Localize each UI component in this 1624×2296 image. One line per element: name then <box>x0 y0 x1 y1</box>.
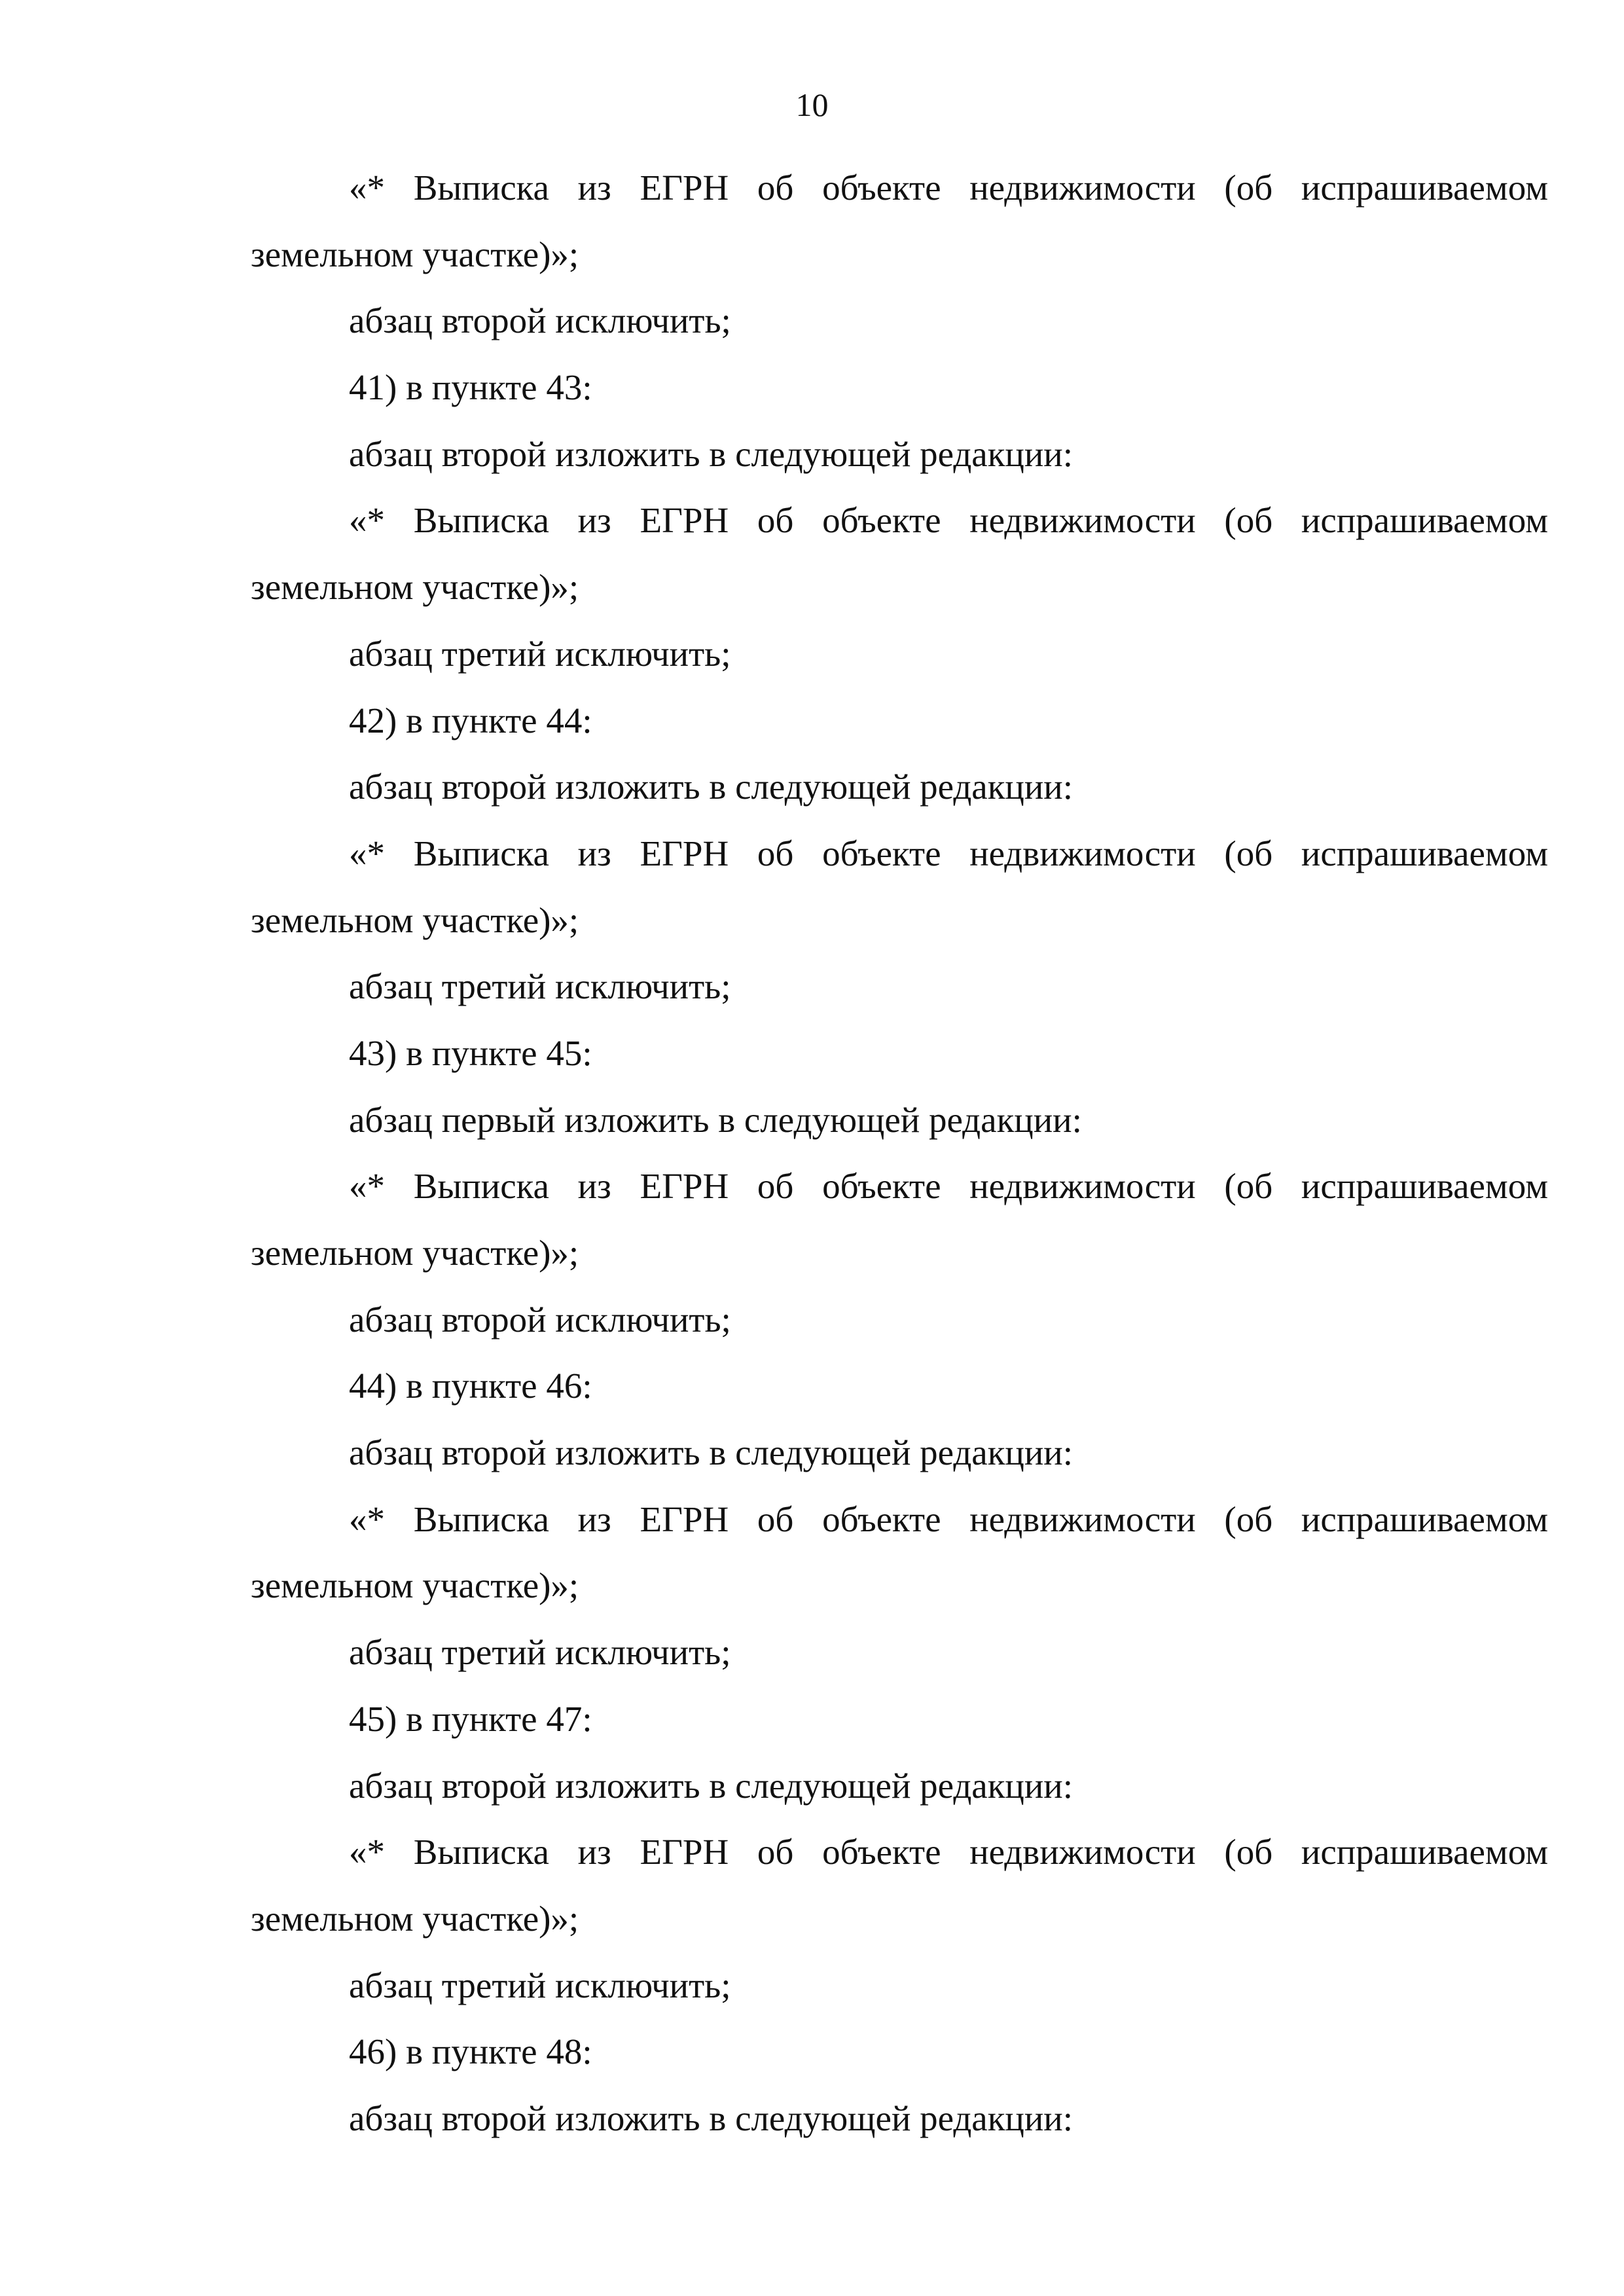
quote-line-continuation: земельном участке)»; <box>251 1565 579 1606</box>
quote-line-continuation: земельном участке)»; <box>251 234 579 274</box>
instruction-line: абзац третий исключить; <box>349 1632 731 1673</box>
quote-line: «* Выписка из ЕГРН об объекте недвижимости (об испрашиваемом <box>349 833 1548 873</box>
quote-line: «* Выписка из ЕГРН об объекте недвижимости (об испрашиваемом <box>349 1499 1548 1539</box>
quote-line: «* Выписка из ЕГРН об объекте недвижимости (об испрашиваемом <box>349 1832 1548 1872</box>
instruction-line: абзац второй изложить в следующей редакции: <box>349 1432 1074 1473</box>
item-heading: 42) в пункте 44: <box>349 700 592 740</box>
item-heading: 41) в пункте 43: <box>349 367 592 408</box>
quote-line-continuation: земельном участке)»; <box>251 567 579 608</box>
quote-line-continuation: земельном участке)»; <box>251 1233 579 1273</box>
item-heading: 43) в пункте 45: <box>349 1032 592 1073</box>
instruction-line: абзац второй изложить в следующей редакции: <box>349 2098 1074 2138</box>
instruction-line: абзац второй изложить в следующей редакции: <box>349 433 1074 474</box>
quote-line: «* Выписка из ЕГРН об объекте недвижимости (об испрашиваемом <box>349 168 1548 208</box>
quote-line: «* Выписка из ЕГРН об объекте недвижимости (об испрашиваемом <box>349 1166 1548 1207</box>
page-number: 10 <box>795 86 829 123</box>
item-heading: 44) в пункте 46: <box>349 1366 592 1406</box>
instruction-line: абзац третий исключить; <box>349 633 731 674</box>
quote-line-continuation: земельном участке)»; <box>251 1898 579 1939</box>
instruction-line: абзац второй изложить в следующей редакции: <box>349 767 1074 807</box>
item-heading: 46) в пункте 48: <box>349 2032 592 2072</box>
instruction-line: абзац третий исключить; <box>349 966 731 1007</box>
document-body <box>251 155 1548 2152</box>
instruction-line: абзац третий исключить; <box>349 1965 731 2005</box>
instruction-line: абзац второй исключить; <box>349 1299 731 1339</box>
instruction-line: абзац второй изложить в следующей редакции: <box>349 1765 1074 1806</box>
instruction-line: абзац второй исключить; <box>349 301 731 341</box>
instruction-line: абзац первый изложить в следующей редакции: <box>349 1099 1082 1140</box>
quote-line: «* Выписка из ЕГРН об объекте недвижимости (об испрашиваемом <box>349 500 1548 541</box>
item-heading: 45) в пункте 47: <box>349 1698 592 1739</box>
quote-line-continuation: земельном участке)»; <box>251 900 579 940</box>
